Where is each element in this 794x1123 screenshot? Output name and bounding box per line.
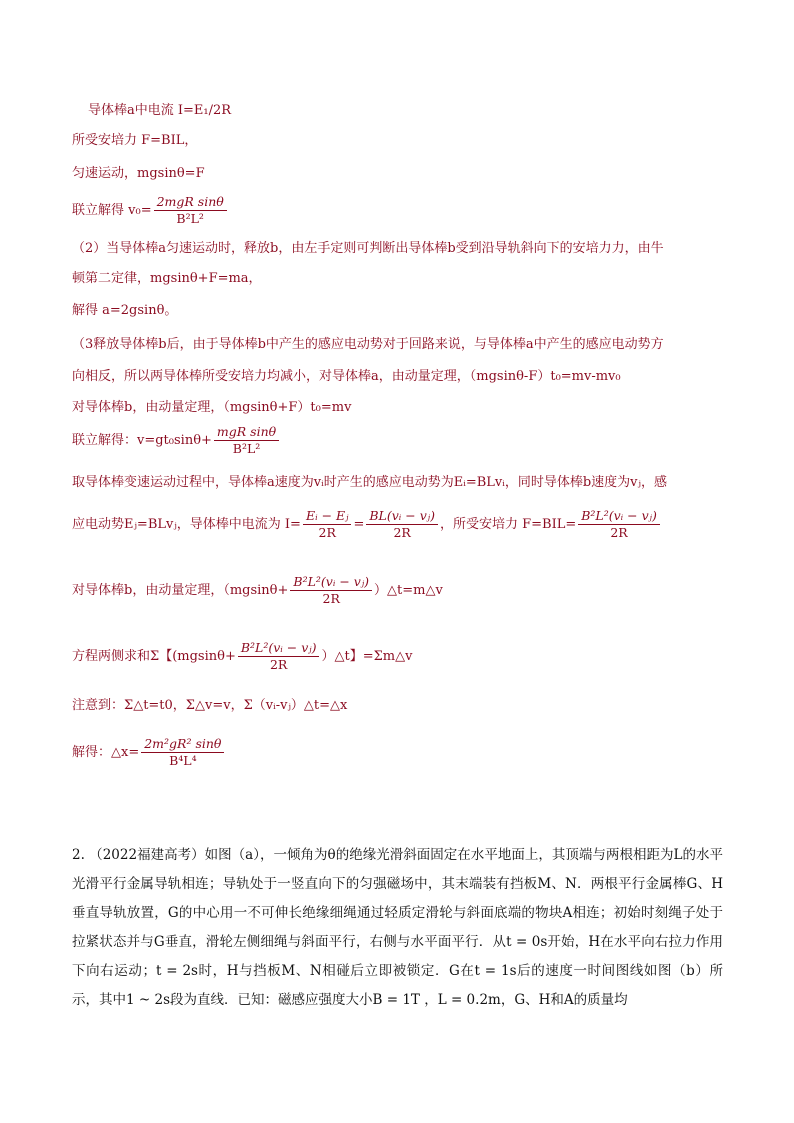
sol-line-17-prefix: 解得：△x= — [72, 745, 140, 760]
sol-line-14-suffix: ）△t=m△v — [374, 583, 443, 598]
sol-line-2: 所受安培力 F=BIL， — [72, 133, 198, 148]
sol-line-4-prefix: 联立解得 v₀= — [72, 203, 152, 218]
sol-line-17 — [72, 736, 732, 769]
fraction-momentum-num: B²L²(vᵢ − vⱼ) — [290, 574, 372, 591]
sol-line-7: 解得 a=2gsinθ。 — [72, 303, 178, 318]
sol-line-8: （3释放导体棒b后，由于导体棒b中产生的感应电动势对于回路来说，与导体棒a中产生的感应电动势方 — [72, 337, 664, 352]
fraction-dx — [141, 736, 224, 769]
fraction-momentum-den: 2R — [322, 591, 340, 606]
fraction-v0-num: 2mgR sinθ — [154, 194, 227, 211]
fraction-v0-den: B²L² — [176, 211, 204, 226]
equals-sign: = — [353, 517, 365, 532]
sol-line-1: 导体棒a中电流 I=E₁/2R — [88, 103, 232, 118]
fraction-force-den: 2R — [610, 525, 628, 540]
sol-line-14-prefix: 对导体棒b，由动量定理，（mgsinθ+ — [72, 583, 289, 598]
fraction-sum-num: B²L²(vᵢ − vⱼ) — [238, 640, 320, 657]
fraction-force-num: B²L²(vᵢ − vⱼ) — [578, 508, 660, 525]
fraction-dx-den: B⁴L⁴ — [169, 753, 197, 768]
sol-line-9: 向相反，所以两导体棒所受安培力均减小，对导体棒a，由动量定理，（mgsinθ-F）t₀=mv-mv₀ — [72, 369, 621, 384]
sol-line-10: 对导体棒b，由动量定理，（mgsinθ+F）t₀=mv — [72, 400, 352, 415]
sol-line-5: （2）当导体棒a匀速运动时，释放b，由左手定则可判断出导体棒b受到沿导轨斜向下的安培力力，由牛 — [72, 241, 664, 256]
fraction-current-2-den: 2R — [393, 525, 411, 540]
sol-line-15-prefix: 方程两侧求和Σ【(mgsinθ+ — [72, 649, 236, 664]
fraction-current-1-den: 2R — [318, 525, 336, 540]
fraction-v — [214, 424, 279, 457]
fraction-current-2 — [366, 508, 438, 541]
sol-line-11 — [72, 424, 732, 457]
fraction-v-num: mgR sinθ — [214, 424, 279, 441]
sol-line-15 — [72, 640, 732, 673]
sol-line-6: 顿第二定律，mgsinθ+F=ma， — [72, 271, 262, 286]
sol-line-3: 匀速运动，mgsinθ=F — [72, 166, 205, 181]
sol-line-13-mid: ，所受安培力 F=BIL= — [439, 517, 577, 532]
sol-line-16: 注意到：Σ△t=t0，Σ△v=v，Σ（vᵢ-vⱼ）△t=△x — [72, 698, 348, 713]
fraction-dx-num: 2m²gR² sinθ — [141, 736, 224, 753]
sol-line-4 — [72, 194, 732, 227]
fraction-v0 — [154, 194, 227, 227]
fraction-momentum — [290, 574, 372, 607]
sol-line-14 — [72, 574, 732, 607]
problem-2-text: 2. （2022福建高考）如图（a），一倾角为θ的绝缘光滑斜面固定在水平地面上，其顶端与两根相距为L的水平光滑平行金属导轨相连；导轨处于一竖直向下的匀强磁场中，其末端装有挡板M、N．两根平行金属棒G、H垂直导轨放置，G的中心用一不可伸长绝缘细绳通过轻质定滑轮与斜面底端的物块A相连；初始时刻绳子处于拉紧状态并与G垂直，滑轮左侧细绳与斜面平行，右侧与水平面平行．从t = 0s开始，H在水平向右拉力作用下向右运动；t = 2s时，H与挡板M、N相碰后立即被锁定．G在t = 1s后的速度一时间图线如图（b）所示，其中1 ~ 2s段为直线．已知：磁感应强度大小B = 1T ，L = 0.2m，G、H和A的质量均 — [72, 847, 723, 1008]
fraction-force — [578, 508, 660, 541]
sol-line-11-prefix: 联立解得：v=gt₀sinθ+ — [72, 433, 212, 448]
sol-line-12: 取导体棒变速运动过程中，导体棒a速度为vᵢ时产生的感应电动势为Eᵢ=BLvᵢ，同时导体棒b速度为vⱼ，感 — [72, 475, 667, 490]
fraction-sum-den: 2R — [269, 657, 288, 672]
sol-line-13-prefix: 应电动势Eⱼ=BLvⱼ，导体棒中电流为 I= — [72, 517, 301, 532]
fraction-current-2-num: BL(vᵢ − vⱼ) — [366, 508, 438, 525]
fraction-v-den: B²L² — [232, 441, 261, 456]
fraction-current-1-num: Eᵢ − Eⱼ — [303, 508, 352, 525]
sol-line-13 — [72, 508, 732, 541]
fraction-sum — [238, 640, 320, 673]
sol-line-15-suffix: ）△t】=Σm△v — [321, 649, 413, 664]
fraction-current-1 — [303, 508, 352, 541]
